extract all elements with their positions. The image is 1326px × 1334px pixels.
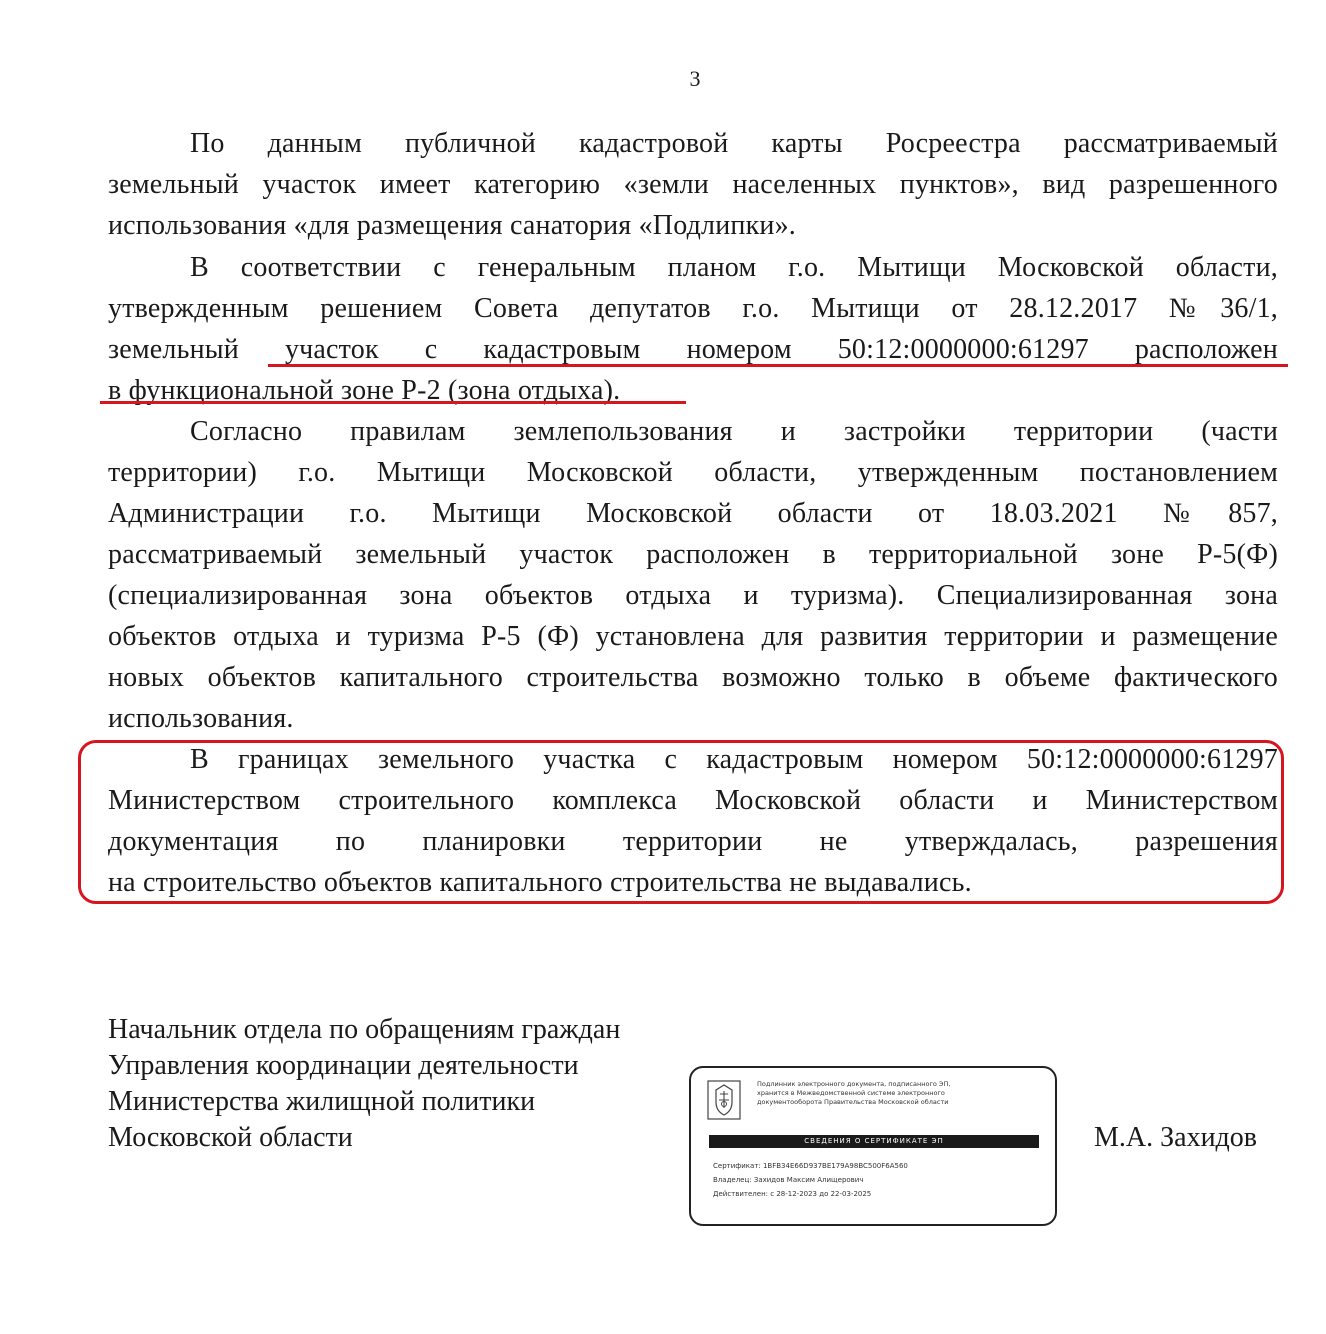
stamp-validity: Действителен: с 28-12-2023 до 22-03-2025 [713,1190,872,1198]
paragraph-3-line-1: Согласно правилам землепользования и застройки территории (части [190,416,1278,447]
paragraph-1-line-2: земельный участок имеет категорию «земли населенных пунктов», вид разрешенного [108,169,1278,200]
paragraph-4-line-1: В границах земельного участка с кадастровым номером 50:12:0000000:61297 [190,744,1278,775]
signatory-position-line-3: Министерства жилищной политики [108,1086,536,1117]
paragraph-2-line-1: В соответствии с генеральным планом г.о. Мытищи Московской области, [190,252,1278,283]
stamp-header [757,1080,1047,1107]
paragraph-4-line-2: Министерством строительного комплекса Московской области и Министерством [108,785,1278,816]
paragraph-2-line-3: земельный участок с кадастровым номером 50:12:0000000:61297 расположен [108,334,1278,365]
red-underline-cadastral [268,364,1288,367]
paragraph-3-line-5: (специализированная зона объектов отдыха и туризма). Специализированная зона [108,580,1278,611]
paragraph-3-line-4: рассматриваемый земельный участок расположен в территориальной зоне Р-5(Ф) [108,539,1278,570]
red-underline-zone [100,401,686,404]
page-number: 3 [689,66,701,91]
paragraph-3-line-7: новых объектов капитального строительства возможно только в объеме фактического [108,662,1278,693]
paragraph-4-line-3: документация по планировки территории не утверждалась, разрешения [108,826,1278,857]
paragraph-3-line-2: территории) г.о. Мытищи Московской области, утвержденным постановлением [108,457,1278,488]
stamp-details [713,1159,908,1201]
signatory-name: М.А. Захидов [1094,1122,1258,1153]
stamp-title-bar: СВЕДЕНИЯ О СЕРТИФИКАТЕ ЭП [709,1135,1039,1148]
signatory-position-line-1: Начальник отдела по обращениям граждан [108,1014,621,1045]
paragraph-3-line-6: объектов отдыха и туризма Р-5 (Ф) установлена для развития территории и размещение [108,621,1278,652]
signatory-position-line-2: Управления координации деятельности [108,1050,579,1081]
electronic-signature-stamp [689,1066,1057,1226]
stamp-owner: Владелец: Захидов Максим Алищерович [713,1176,864,1184]
paragraph-3-line-3: Администрации г.о. Мытищи Московской области от 18.03.2021 №857, [108,498,1278,529]
coat-of-arms-icon [707,1080,741,1120]
stamp-header-line-3: документооборота Правительства Московской области [757,1098,949,1106]
paragraph-4-line-4: на строительство объектов капитального строительства не выдавались. [108,867,972,898]
paragraph-2-line-4: в функциональной зоне Р-2 (зона отдыха). [108,375,621,406]
stamp-certificate: Сертификат: 1BFB34E66D937BE179A98BC500F6A560 [713,1162,908,1170]
stamp-header-line-2: хранится в Межведомственной системе электронного [757,1089,945,1097]
paragraph-2-line-2: утвержденным решением Совета депутатов г.о. Мытищи от 28.12.2017 №36/1, [108,293,1278,324]
stamp-header-line-1: Подлинник электронного документа, подписанного ЭП, [757,1080,951,1088]
paragraph-1-line-1: По данным публичной кадастровой карты Росреестра рассматриваемый [190,128,1278,159]
signatory-position-line-4: Московской области [108,1122,353,1153]
paragraph-1-line-3: использования «для размещения санатория «Подлипки». [108,210,796,241]
paragraph-3-line-8: использования. [108,703,294,734]
